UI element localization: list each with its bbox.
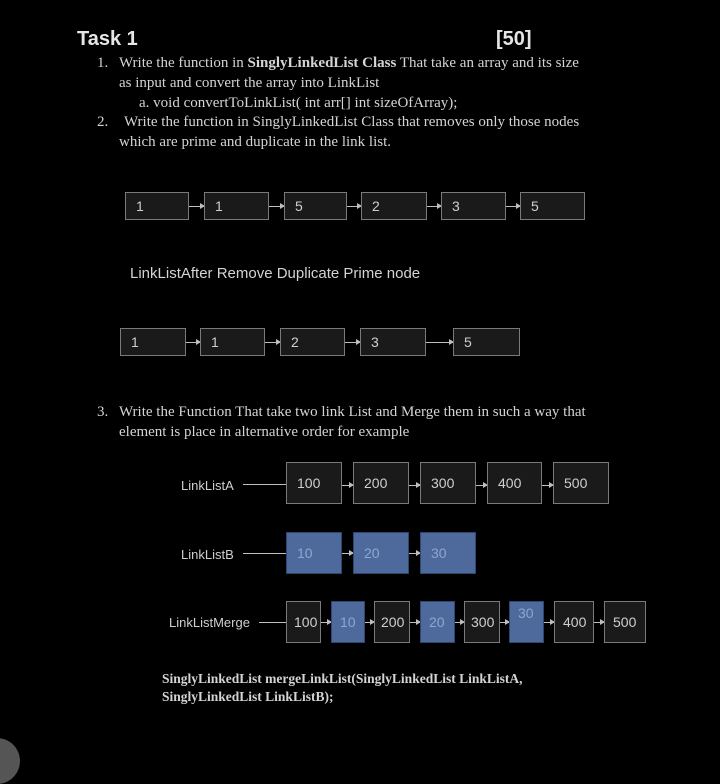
node-value: 20 xyxy=(429,614,445,630)
node-value: 30 xyxy=(431,545,447,561)
label-link-list-merge: LinkListMerge xyxy=(169,615,250,630)
arrow-icon xyxy=(409,485,420,486)
list-b-node xyxy=(353,532,409,574)
list-before-node xyxy=(204,192,269,220)
item-1-text-b: That take an array and its size xyxy=(396,55,579,71)
node-value: 200 xyxy=(364,475,388,491)
connector-line xyxy=(243,553,286,554)
list-before-node xyxy=(361,192,427,220)
list-a-node xyxy=(353,462,409,504)
arrow-icon xyxy=(500,622,509,623)
merge-node xyxy=(374,601,410,643)
list-after-node xyxy=(453,328,520,356)
node-value: 100 xyxy=(297,475,321,491)
node-value: 5 xyxy=(531,198,539,214)
merge-node xyxy=(420,601,455,643)
after-caption: LinkListAfter Remove Duplicate Prime node xyxy=(130,265,421,282)
list-a-node xyxy=(286,462,342,504)
item-3-number: 3. xyxy=(97,404,109,420)
item-1-number: 1. xyxy=(97,55,109,71)
arrow-icon xyxy=(269,206,284,207)
item-1-sub-a: a. void convertToLinkList( int arr[] int sizeOfArray); xyxy=(139,95,458,111)
arrow-icon xyxy=(544,622,554,623)
item-3-line-1: Write the Function That take two link List and Merge them in such a way that xyxy=(119,404,586,420)
node-value: 20 xyxy=(364,545,380,561)
item-2-line-1: Write the function in SinglyLinkedList Class that removes only those nodes xyxy=(124,114,580,130)
merge-node xyxy=(554,601,594,643)
node-value: 2 xyxy=(372,198,380,214)
arrow-icon xyxy=(321,622,331,623)
list-a-node xyxy=(487,462,542,504)
node-value: 1 xyxy=(211,334,219,350)
node-value: 1 xyxy=(136,198,144,214)
node-value: 10 xyxy=(340,614,356,630)
arrow-icon xyxy=(506,206,520,207)
node-value: 500 xyxy=(564,475,588,491)
list-a-node xyxy=(553,462,609,504)
arrow-icon xyxy=(476,485,487,486)
node-value: 10 xyxy=(297,545,313,561)
arrow-icon xyxy=(342,553,353,554)
node-value: 400 xyxy=(563,614,587,630)
task-marks: [50] xyxy=(496,28,532,50)
node-value: 100 xyxy=(294,614,318,630)
task-title: Task 1 xyxy=(77,28,138,50)
node-value: 1 xyxy=(215,198,223,214)
merge-node xyxy=(331,601,365,643)
arrow-icon xyxy=(409,553,420,554)
merge-node xyxy=(286,601,321,643)
item-1-text-a: Write the function in xyxy=(119,55,248,71)
item-2-number: 2. xyxy=(97,114,109,130)
corner-circle xyxy=(0,738,20,784)
list-b-node xyxy=(420,532,476,574)
arrow-icon xyxy=(455,622,464,623)
list-a-node xyxy=(420,462,476,504)
signature-line-2: SinglyLinkedList LinkListB); xyxy=(162,689,334,704)
arrow-icon xyxy=(189,206,204,207)
node-value: 500 xyxy=(613,614,637,630)
item-2-line-2: which are prime and duplicate in the link list. xyxy=(119,134,392,150)
node-value: 5 xyxy=(295,198,303,214)
arrow-icon xyxy=(342,485,353,486)
arrow-icon xyxy=(594,622,604,623)
merge-node xyxy=(604,601,646,643)
node-value: 200 xyxy=(381,614,405,630)
list-b-node xyxy=(286,532,342,574)
arrow-icon xyxy=(427,206,441,207)
arrow-icon xyxy=(265,342,280,343)
list-after-node xyxy=(280,328,345,356)
node-value: 5 xyxy=(464,334,472,350)
arrow-icon xyxy=(365,622,374,623)
label-link-list-a: LinkListA xyxy=(181,478,234,493)
merge-node xyxy=(464,601,500,643)
arrow-icon xyxy=(186,342,200,343)
item-1-bold-class: SinglyLinkedList Class xyxy=(247,55,397,71)
node-value: 300 xyxy=(431,475,455,491)
list-after-node xyxy=(120,328,186,356)
item-1-line-2: as input and convert the array into LinkList xyxy=(119,75,380,91)
node-value: 3 xyxy=(371,334,379,350)
label-link-list-b: LinkListB xyxy=(181,547,234,562)
node-value: 1 xyxy=(131,334,139,350)
list-after-node xyxy=(200,328,265,356)
node-value: 2 xyxy=(291,334,299,350)
arrow-icon xyxy=(345,342,360,343)
list-before-node xyxy=(520,192,585,220)
arrow-icon xyxy=(542,485,553,486)
item-1-line-1 xyxy=(119,53,579,73)
connector-line xyxy=(259,622,286,623)
list-before-node xyxy=(125,192,189,220)
list-before-node xyxy=(284,192,347,220)
arrow-icon xyxy=(347,206,361,207)
node-value: 300 xyxy=(471,614,495,630)
signature-line-1: SinglyLinkedList mergeLinkList(SinglyLinkedList LinkListA, xyxy=(162,671,523,686)
node-value: 400 xyxy=(498,475,522,491)
node-value: 30 xyxy=(518,605,534,621)
list-after-node xyxy=(360,328,426,356)
connector-line xyxy=(243,484,286,485)
arrow-icon xyxy=(410,622,420,623)
list-before-node xyxy=(441,192,506,220)
merge-node xyxy=(509,601,544,643)
function-signature xyxy=(162,670,522,706)
arrow-icon xyxy=(426,342,453,343)
item-3-line-2: element is place in alternative order for example xyxy=(119,424,410,440)
node-value: 3 xyxy=(452,198,460,214)
